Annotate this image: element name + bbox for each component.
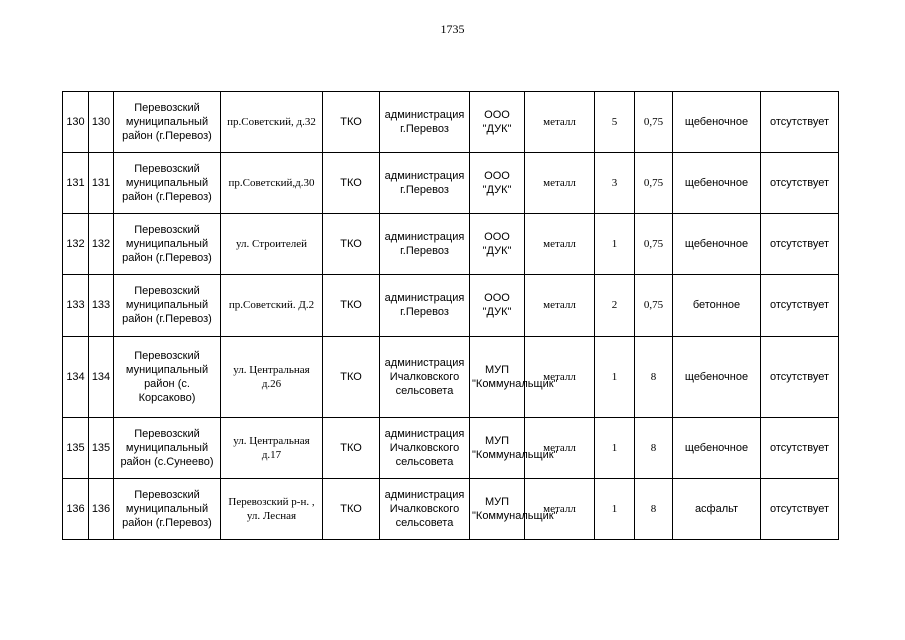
fence-cell: отсутствует xyxy=(761,417,839,478)
row-number-duplicate-cell: 132 xyxy=(89,214,114,275)
owner-cell: администрация Ичалковского сельсовета xyxy=(380,417,470,478)
row-number-duplicate-cell: 133 xyxy=(89,275,114,336)
waste-type-cell: ТКО xyxy=(323,214,380,275)
fence-cell: отсутствует xyxy=(761,336,839,417)
container-count-cell: 1 xyxy=(595,214,635,275)
owner-cell: администрация г.Перевоз xyxy=(380,275,470,336)
container-volume-cell: 8 xyxy=(635,478,673,539)
operator-cell: МУП "Коммунальщик" xyxy=(470,478,525,539)
address-cell: пр.Советский. Д.2 xyxy=(221,275,323,336)
row-number-cell: 134 xyxy=(63,336,89,417)
table-row xyxy=(63,275,839,336)
address-cell: ул. Центральная д.26 xyxy=(221,336,323,417)
row-number-cell: 130 xyxy=(63,92,89,153)
container-material-cell: металл xyxy=(525,153,595,214)
row-number-cell: 135 xyxy=(63,417,89,478)
operator-cell: МУП "Коммунальщик" xyxy=(470,336,525,417)
container-count-cell: 3 xyxy=(595,153,635,214)
container-count-cell: 5 xyxy=(595,92,635,153)
operator-cell: ООО "ДУК" xyxy=(470,92,525,153)
operator-cell: ООО "ДУК" xyxy=(470,214,525,275)
waste-type-cell: ТКО xyxy=(323,153,380,214)
district-cell: Перевозский муниципальный район (г.Перевоз) xyxy=(114,275,221,336)
container-material-cell: металл xyxy=(525,478,595,539)
container-volume-cell: 8 xyxy=(635,417,673,478)
operator-cell: МУП "Коммунальщик" xyxy=(470,417,525,478)
waste-type-cell: ТКО xyxy=(323,336,380,417)
address-cell: Перевозский р-н. , ул. Лесная xyxy=(221,478,323,539)
container-volume-cell: 0,75 xyxy=(635,275,673,336)
operator-cell: ООО "ДУК" xyxy=(470,153,525,214)
fence-cell: отсутствует xyxy=(761,275,839,336)
waste-type-cell: ТКО xyxy=(323,417,380,478)
table-row xyxy=(63,153,839,214)
address-cell: пр.Советский, д.32 xyxy=(221,92,323,153)
surface-type-cell: щебеночное xyxy=(673,417,761,478)
row-number-cell: 133 xyxy=(63,275,89,336)
fence-cell: отсутствует xyxy=(761,92,839,153)
waste-type-cell: ТКО xyxy=(323,478,380,539)
row-number-cell: 132 xyxy=(63,214,89,275)
district-cell: Перевозский муниципальный район (г.Перевоз) xyxy=(114,214,221,275)
container-count-cell: 2 xyxy=(595,275,635,336)
owner-cell: администрация Ичалковского сельсовета xyxy=(380,478,470,539)
waste-type-cell: ТКО xyxy=(323,275,380,336)
table-body xyxy=(63,92,839,540)
table-row xyxy=(63,214,839,275)
fence-cell: отсутствует xyxy=(761,153,839,214)
table-row xyxy=(63,417,839,478)
container-material-cell: металл xyxy=(525,417,595,478)
address-cell: ул. Центральная д.17 xyxy=(221,417,323,478)
fence-cell: отсутствует xyxy=(761,478,839,539)
row-number-duplicate-cell: 134 xyxy=(89,336,114,417)
owner-cell: администрация г.Перевоз xyxy=(380,153,470,214)
owner-cell: администрация Ичалковского сельсовета xyxy=(380,336,470,417)
container-volume-cell: 8 xyxy=(635,336,673,417)
table-row xyxy=(63,478,839,539)
container-volume-cell: 0,75 xyxy=(635,214,673,275)
surface-type-cell: щебеночное xyxy=(673,214,761,275)
row-number-cell: 131 xyxy=(63,153,89,214)
surface-type-cell: асфальт xyxy=(673,478,761,539)
container-volume-cell: 0,75 xyxy=(635,92,673,153)
address-cell: пр.Советский,д.30 xyxy=(221,153,323,214)
row-number-cell: 136 xyxy=(63,478,89,539)
surface-type-cell: бетонное xyxy=(673,275,761,336)
district-cell: Перевозский муниципальный район (г.Перевоз) xyxy=(114,478,221,539)
row-number-duplicate-cell: 135 xyxy=(89,417,114,478)
container-material-cell: металл xyxy=(525,92,595,153)
registry-table xyxy=(62,91,839,540)
operator-cell: ООО "ДУК" xyxy=(470,275,525,336)
district-cell: Перевозский муниципальный район (г.Перевоз) xyxy=(114,92,221,153)
surface-type-cell: щебеночное xyxy=(673,92,761,153)
district-cell: Перевозский муниципальный район (г.Перевоз) xyxy=(114,153,221,214)
surface-type-cell: щебеночное xyxy=(673,153,761,214)
container-material-cell: металл xyxy=(525,275,595,336)
waste-type-cell: ТКО xyxy=(323,92,380,153)
page-number: 1735 xyxy=(440,22,465,36)
container-material-cell: металл xyxy=(525,336,595,417)
row-number-duplicate-cell: 131 xyxy=(89,153,114,214)
container-count-cell: 1 xyxy=(595,336,635,417)
owner-cell: администрация г.Перевоз xyxy=(380,92,470,153)
address-cell: ул. Строителей xyxy=(221,214,323,275)
surface-type-cell: щебеночное xyxy=(673,336,761,417)
container-material-cell: металл xyxy=(525,214,595,275)
district-cell: Перевозский муниципальный район (с.Сунеево) xyxy=(114,417,221,478)
district-cell: Перевозский муниципальный район (с. Корсаково) xyxy=(114,336,221,417)
owner-cell: администрация г.Перевоз xyxy=(380,214,470,275)
row-number-duplicate-cell: 130 xyxy=(89,92,114,153)
row-number-duplicate-cell: 136 xyxy=(89,478,114,539)
fence-cell: отсутствует xyxy=(761,214,839,275)
table-row xyxy=(63,92,839,153)
container-count-cell: 1 xyxy=(595,478,635,539)
table-row xyxy=(63,336,839,417)
container-volume-cell: 0,75 xyxy=(635,153,673,214)
container-count-cell: 1 xyxy=(595,417,635,478)
